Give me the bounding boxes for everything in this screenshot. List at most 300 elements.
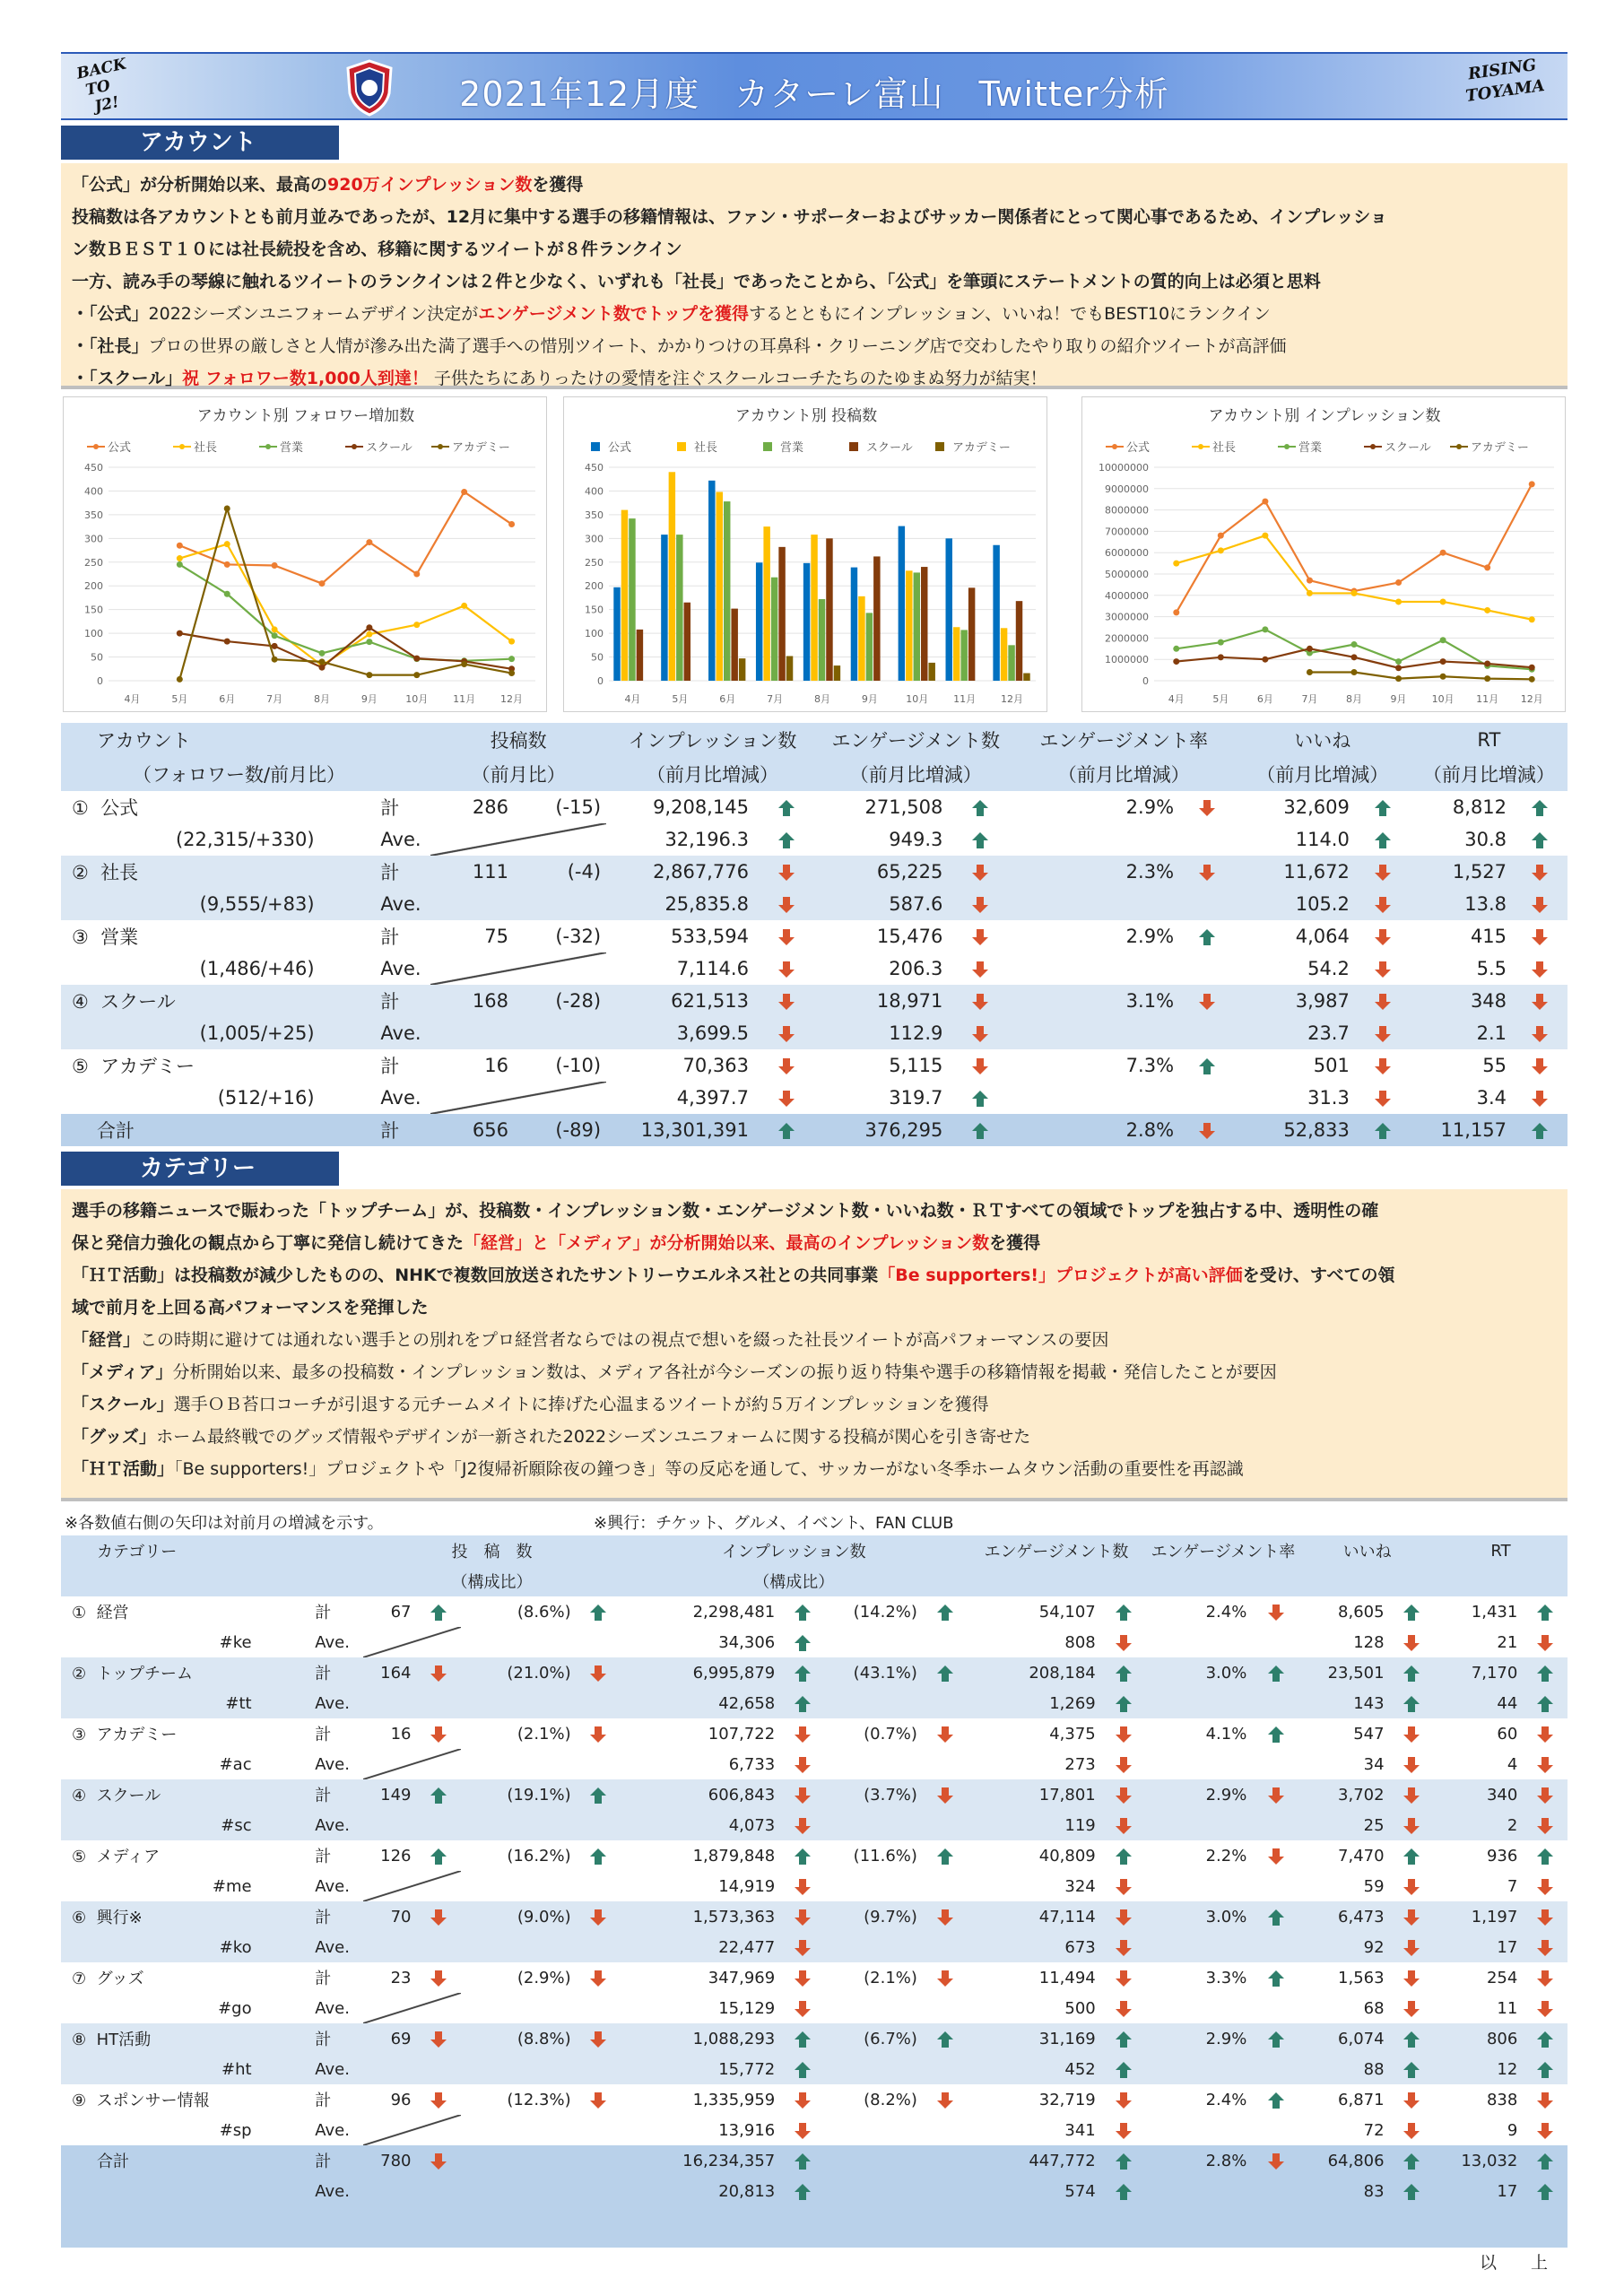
likes: 547 (1353, 1724, 1385, 1744)
data-point (319, 650, 326, 657)
bar (669, 472, 675, 681)
arrow-up-icon (430, 1787, 447, 1805)
blank (825, 1871, 968, 1901)
impressions: 2,867,776 (606, 856, 754, 888)
ave-imp-arrow (780, 2054, 824, 2084)
ave-rt: 13.8 (1411, 888, 1512, 920)
ave-eng-arrow (1101, 1749, 1146, 1779)
blank (825, 2145, 968, 2176)
arrow-up-icon (1115, 1604, 1133, 1622)
bar (1001, 628, 1007, 681)
posts-arrow (417, 2145, 461, 2176)
spacer (320, 1049, 376, 1082)
ratio-arrow (577, 2084, 621, 2115)
spacer (257, 1688, 310, 1718)
ave-rt: 12 (1434, 2054, 1523, 2084)
imp-ratio-arrow (923, 1840, 967, 1871)
arrow-down-icon (971, 961, 989, 978)
arrow-down-icon (1374, 928, 1392, 946)
summary-segment: を獲得 (989, 1233, 1041, 1253)
impressions: 1,573,363 (621, 1901, 780, 1932)
x-tick-label: 5月 (1212, 693, 1229, 705)
blank (825, 2115, 968, 2145)
arrow-up-icon (1536, 1848, 1554, 1866)
rate-arrow (1179, 856, 1235, 888)
ave-likes: 25 (1300, 1810, 1389, 1840)
table-row (61, 888, 1568, 920)
imp-arrow (754, 985, 819, 1017)
arrow-up-icon (936, 2031, 954, 2048)
ave-rt: 4 (1507, 1754, 1518, 1774)
category-name: ⑤ メディア (72, 1848, 161, 1866)
likes-arrow (1390, 2023, 1434, 2054)
ave-imp-arrow (754, 888, 819, 920)
ave-label: Ave. (380, 958, 421, 979)
ratio-arrow (577, 1779, 621, 1810)
y-tick-label: 0 (1142, 675, 1149, 687)
blank (1146, 1993, 1301, 2023)
rt-arrow (1512, 856, 1568, 888)
rt: 838 (1486, 2090, 1518, 2109)
data-point (1484, 607, 1490, 613)
legend-entry: スクール (866, 441, 913, 455)
likes: 4,064 (1295, 926, 1350, 947)
arrow-down-icon (1115, 2000, 1133, 2018)
rt-arrow (1523, 2084, 1568, 2115)
x-tick-label: 4月 (124, 693, 141, 705)
legend-entry: 社長 (194, 441, 218, 455)
ave-label: Ave. (315, 1632, 350, 1652)
imp-arrow (754, 920, 819, 952)
data-point (1351, 641, 1358, 648)
header-eng: エンゲージメント数 (967, 1535, 1145, 1566)
arrow-down-icon (1536, 1787, 1554, 1805)
imp-arrow (780, 2145, 824, 2176)
imp-ratio-arrow (923, 1962, 967, 1993)
rt-arrow (1523, 2145, 1568, 2176)
legend-entry: 営業 (280, 441, 304, 455)
spacer (257, 2023, 310, 2054)
imp-arrow (780, 1840, 824, 1871)
data-point (1529, 665, 1535, 671)
eng-arrow (1101, 1596, 1146, 1627)
posts: 16 (390, 1724, 412, 1744)
ave-engagements: 452 (967, 2054, 1100, 2084)
data-point (366, 631, 372, 638)
arrow-down-icon (936, 1726, 954, 1744)
eng-rate: 3.1% (1013, 985, 1180, 1017)
ave-likes: 88 (1300, 2054, 1389, 2084)
arrow-down-icon (1403, 2092, 1420, 2109)
bar (866, 613, 873, 681)
likes: 32,609 (1283, 796, 1350, 818)
data-point (1440, 598, 1446, 604)
rt-arrow (1523, 1962, 1568, 1993)
arrow-up-icon (1531, 831, 1549, 849)
arrow-up-icon (1115, 2031, 1133, 2048)
ave-eng-arrow (1101, 1627, 1146, 1657)
rt: 55 (1482, 1055, 1507, 1076)
table-row (61, 1017, 1568, 1049)
eng-rate: 3.0% (1146, 1657, 1253, 1688)
ave-impressions: 34,306 (718, 1632, 776, 1652)
blank (1179, 952, 1235, 985)
likes: 64,806 (1300, 2145, 1389, 2176)
data-point (1218, 533, 1224, 539)
data-point (1351, 654, 1358, 660)
ave-eng-arrow (1101, 1993, 1146, 2023)
ave-impressions: 25,835.8 (606, 888, 754, 920)
arrow-up-icon (1115, 2152, 1133, 2170)
likes: 7,470 (1338, 1846, 1385, 1866)
ave-rt-arrow (1523, 1871, 1568, 1901)
data-point (1262, 657, 1268, 663)
imp-ratio-arrow (923, 2084, 967, 2115)
header-sub: （前月比増減） (1235, 757, 1411, 791)
arrow-down-icon (1115, 1726, 1133, 1744)
legend-swatch (849, 442, 858, 451)
ave-rt-arrow (1523, 1627, 1568, 1657)
likes-arrow (1390, 1901, 1434, 1932)
arrow-down-icon (589, 2092, 607, 2109)
table-row (61, 1082, 1568, 1114)
y-tick-label: 400 (585, 485, 604, 498)
rt: 415 (1470, 926, 1507, 947)
eng-arrow (948, 1049, 1012, 1082)
summary-line (72, 1292, 1557, 1324)
posts-arrow (417, 2023, 461, 2054)
diag-cell (363, 2115, 461, 2145)
ave-engagements: 587.6 (819, 888, 948, 920)
data-point (508, 670, 515, 676)
x-tick-label: 6月 (719, 693, 736, 705)
arrow-down-icon (1374, 1057, 1392, 1075)
x-tick-label: 6月 (1256, 693, 1273, 705)
likes-arrow (1355, 1049, 1411, 1082)
data-point (1529, 481, 1535, 487)
imp-arrow (754, 791, 819, 823)
arrow-up-icon (1267, 1909, 1285, 1926)
kei-label: 計 (309, 1901, 363, 1932)
table-row (61, 1962, 1568, 1993)
legend-marker (1370, 444, 1376, 449)
blank (461, 2115, 621, 2145)
summary-segment: ン数ＢＥＳＴ１０には社長続投を含め、移籍に関するツイートが８件ランクイン (72, 239, 682, 259)
x-tick-label: 7月 (1301, 693, 1318, 705)
posts-ratio: (12.3%) (507, 2090, 571, 2109)
ave-engagements: 319.7 (889, 1087, 943, 1109)
rt-arrow (1512, 920, 1568, 952)
data-point (224, 639, 230, 645)
ave-rt-arrow (1512, 1082, 1568, 1114)
spacer (257, 2176, 310, 2206)
arrow-up-icon (777, 799, 795, 817)
posts-arrow (417, 1779, 461, 1810)
rate-arrow (1252, 1657, 1300, 1688)
arrow-down-icon (1374, 1025, 1392, 1043)
posts-diff: (-32) (555, 926, 602, 947)
y-tick-label: 3000000 (1105, 611, 1149, 623)
ave-rt-arrow (1523, 2054, 1568, 2084)
y-tick-label: 0 (597, 675, 604, 687)
ave-engagements: 949.3 (889, 829, 943, 850)
y-tick-label: 7000000 (1105, 526, 1149, 538)
arrow-down-icon (1374, 993, 1392, 1011)
data-point (1218, 639, 1224, 646)
table-row (61, 1596, 1568, 1627)
arrow-down-icon (777, 961, 795, 978)
arrow-down-icon (794, 1909, 812, 1926)
posts: 70 (363, 1901, 417, 1932)
arrow-up-icon (1403, 2061, 1420, 2079)
blank (61, 2206, 1568, 2248)
spacer (257, 1657, 310, 1688)
total-label: 合計 (61, 2145, 257, 2176)
category-name: ⑧ HT活動 (61, 2023, 257, 2054)
ave-likes: 31.3 (1307, 1087, 1350, 1109)
table-row (61, 2023, 1568, 2054)
chart-post-count (563, 396, 1047, 712)
arrow-down-icon (430, 1726, 447, 1744)
data-point (1262, 626, 1268, 632)
arrow-up-icon (1115, 2061, 1133, 2079)
arrow-down-icon (777, 1090, 795, 1108)
ave-engagements: 673 (967, 1932, 1100, 1962)
header-posts: 投稿数 (430, 723, 606, 757)
arrow-down-icon (1403, 1817, 1420, 1835)
blank (461, 1871, 621, 1901)
arrow-up-icon (589, 1848, 607, 1866)
arrow-down-icon (1267, 1848, 1285, 1866)
data-point (366, 624, 372, 631)
blank (1179, 888, 1235, 920)
category-tag: #tt (61, 1688, 257, 1718)
bar (914, 572, 920, 681)
imp-ratio-arrow (923, 1657, 967, 1688)
likes: 3,987 (1235, 985, 1355, 1017)
rate-arrow (1252, 2023, 1300, 2054)
eng-arrow (948, 791, 1012, 823)
x-tick-label: 11月 (453, 693, 476, 705)
blank (825, 1810, 968, 1840)
diag-cell (363, 1871, 461, 1901)
arrow-down-icon (1536, 2122, 1554, 2140)
engagements: 447,772 (967, 2145, 1100, 2176)
arrow-down-icon (1115, 1878, 1133, 1896)
rt: 8,812 (1452, 796, 1507, 818)
data-point (1484, 675, 1490, 682)
arrow-up-icon (794, 2152, 812, 2170)
data-point (224, 541, 230, 547)
legend-marker (352, 444, 357, 449)
rt: 806 (1434, 2023, 1523, 2054)
ave-eng-arrow (1101, 1810, 1146, 1840)
blank (1146, 1749, 1301, 1779)
ave-rt-arrow (1512, 952, 1568, 985)
bar (834, 665, 840, 681)
ave-engagements: 341 (1064, 2120, 1096, 2140)
engagements: 376,295 (819, 1114, 948, 1146)
data-point (1395, 658, 1402, 665)
arrow-down-icon (794, 2092, 812, 2109)
table-row (61, 856, 1568, 888)
category-name: ② トップチーム (61, 1657, 257, 1688)
rt: 936 (1486, 1846, 1518, 1866)
arrow-up-icon (1531, 799, 1549, 817)
arrow-down-icon (1115, 2122, 1133, 2140)
posts: 96 (390, 2090, 412, 2109)
summary-line (72, 169, 1557, 201)
y-tick-label: 200 (585, 580, 604, 593)
summary-segment: 「ＨＴ活動」 (72, 1459, 175, 1479)
arrow-up-icon (1115, 2183, 1133, 2201)
rt: 11,157 (1411, 1114, 1512, 1146)
ave-eng-arrow (1101, 2054, 1146, 2084)
imp-arrow (754, 1114, 819, 1146)
ave-impressions: 7,114.6 (676, 958, 749, 979)
blank (825, 2176, 968, 2206)
x-tick-label: 10月 (405, 693, 429, 705)
engagements: 4,375 (1049, 1724, 1096, 1744)
likes: 23,501 (1300, 1657, 1389, 1688)
header-account: アカウント (61, 723, 430, 757)
arrow-down-icon (1198, 993, 1216, 1011)
ave-likes-arrow (1390, 1993, 1434, 2023)
diag-cell (363, 2176, 461, 2206)
bar (928, 663, 934, 681)
kei-label: 計 (315, 2092, 332, 2110)
blank (461, 1749, 621, 1779)
bar (803, 563, 810, 681)
arrow-up-icon (794, 1604, 812, 1622)
diag-cell (430, 823, 606, 856)
table-row (61, 952, 1568, 985)
rate-arrow (1252, 1718, 1300, 1749)
arrow-down-icon (1115, 1970, 1133, 1987)
rt-arrow (1523, 1718, 1568, 1749)
rt-arrow (1523, 1657, 1568, 1688)
x-tick-label: 9月 (1390, 693, 1407, 705)
diag-cell (363, 2054, 461, 2084)
summary-line (72, 1195, 1557, 1227)
x-tick-label: 11月 (953, 693, 977, 705)
bar (906, 570, 912, 681)
header-sub: （構成比） (621, 1566, 967, 1596)
posts-arrow (417, 2084, 461, 2115)
rt: 7,170 (1434, 1657, 1523, 1688)
x-tick-label: 9月 (360, 693, 378, 705)
arrow-up-icon (589, 1787, 607, 1805)
spacer (257, 1871, 310, 1901)
impressions: 533,594 (671, 926, 749, 947)
eng-arrow (1101, 2145, 1146, 2176)
data-point (1529, 616, 1535, 622)
spacer (257, 1901, 310, 1932)
legend-swatch (677, 442, 686, 451)
eng-arrow (1101, 1962, 1146, 1993)
kei-label: 計 (375, 985, 430, 1017)
arrow-up-icon (589, 1604, 607, 1622)
blank (1013, 1082, 1180, 1114)
spacer (320, 823, 376, 856)
summary-line (72, 1356, 1557, 1388)
posts-arrow (417, 1901, 461, 1932)
eng-arrow (1101, 1901, 1146, 1932)
posts: 286 (472, 796, 508, 818)
legend-entry: スクール (366, 441, 413, 455)
blank (1146, 1871, 1301, 1901)
ave-label: Ave. (309, 2176, 363, 2206)
arrow-up-icon (1115, 1848, 1133, 1866)
x-tick-label: 8月 (314, 693, 330, 705)
x-tick-label: 4月 (1168, 693, 1185, 705)
data-point (366, 639, 372, 645)
legend-swatch (763, 442, 772, 451)
y-tick-label: 100 (84, 628, 103, 640)
arrow-up-icon (1536, 2031, 1554, 2048)
impressions: 621,513 (606, 985, 754, 1017)
rt: 1,431 (1471, 1602, 1518, 1622)
arrow-down-icon (971, 896, 989, 914)
rt: 1,527 (1411, 856, 1512, 888)
arrow-down-icon (777, 1057, 795, 1075)
data-point (319, 658, 326, 665)
legend-entry: 営業 (780, 441, 804, 455)
rt-arrow (1523, 1596, 1568, 1627)
data-point (319, 665, 326, 671)
data-point (177, 676, 183, 683)
y-tick-label: 250 (84, 556, 103, 569)
ave-eng-arrow (1101, 1688, 1146, 1718)
x-tick-label: 4月 (624, 693, 641, 705)
summary-segment: 域で前月を上回る高パフォーマンスを発揮した (72, 1298, 429, 1318)
arrow-down-icon (794, 1726, 812, 1744)
arrow-down-icon (971, 1057, 989, 1075)
ave-likes-arrow (1355, 823, 1411, 856)
arrow-down-icon (1531, 993, 1549, 1011)
ave-rt: 7 (1507, 1876, 1518, 1896)
likes-arrow (1355, 856, 1411, 888)
eng-rate: 2.4% (1205, 1602, 1247, 1622)
data-point (461, 489, 467, 495)
posts: 656 (430, 1114, 514, 1146)
arrow-down-icon (1403, 1878, 1420, 1896)
arrow-up-icon (1374, 799, 1392, 817)
bar (826, 538, 832, 681)
kei-label: 計 (315, 1848, 332, 1866)
arrow-down-icon (1403, 2000, 1420, 2018)
ave-label: Ave. (380, 1087, 421, 1109)
diag-cell (430, 888, 606, 920)
follower-count: (22,315/+330) (175, 829, 315, 850)
data-point (272, 632, 278, 639)
impressions: 1,879,848 (692, 1846, 776, 1866)
bar (731, 609, 737, 681)
total-row (61, 2145, 1568, 2176)
eng-rate: 2.9% (1146, 2023, 1253, 2054)
arrow-up-icon (430, 1604, 447, 1622)
likes: 8,605 (1338, 1602, 1385, 1622)
ave-rt-arrow (1523, 2115, 1568, 2145)
eng-rate: 3.3% (1205, 1968, 1247, 1987)
kei-label: 計 (380, 797, 400, 819)
posts-ratio: (19.1%) (461, 1779, 577, 1810)
arrow-down-icon (1536, 1756, 1554, 1774)
bar (873, 556, 880, 681)
ave-impressions: 13,916 (718, 2120, 776, 2140)
ave-impressions: 42,658 (621, 1688, 780, 1718)
arrow-down-icon (1267, 1787, 1285, 1805)
